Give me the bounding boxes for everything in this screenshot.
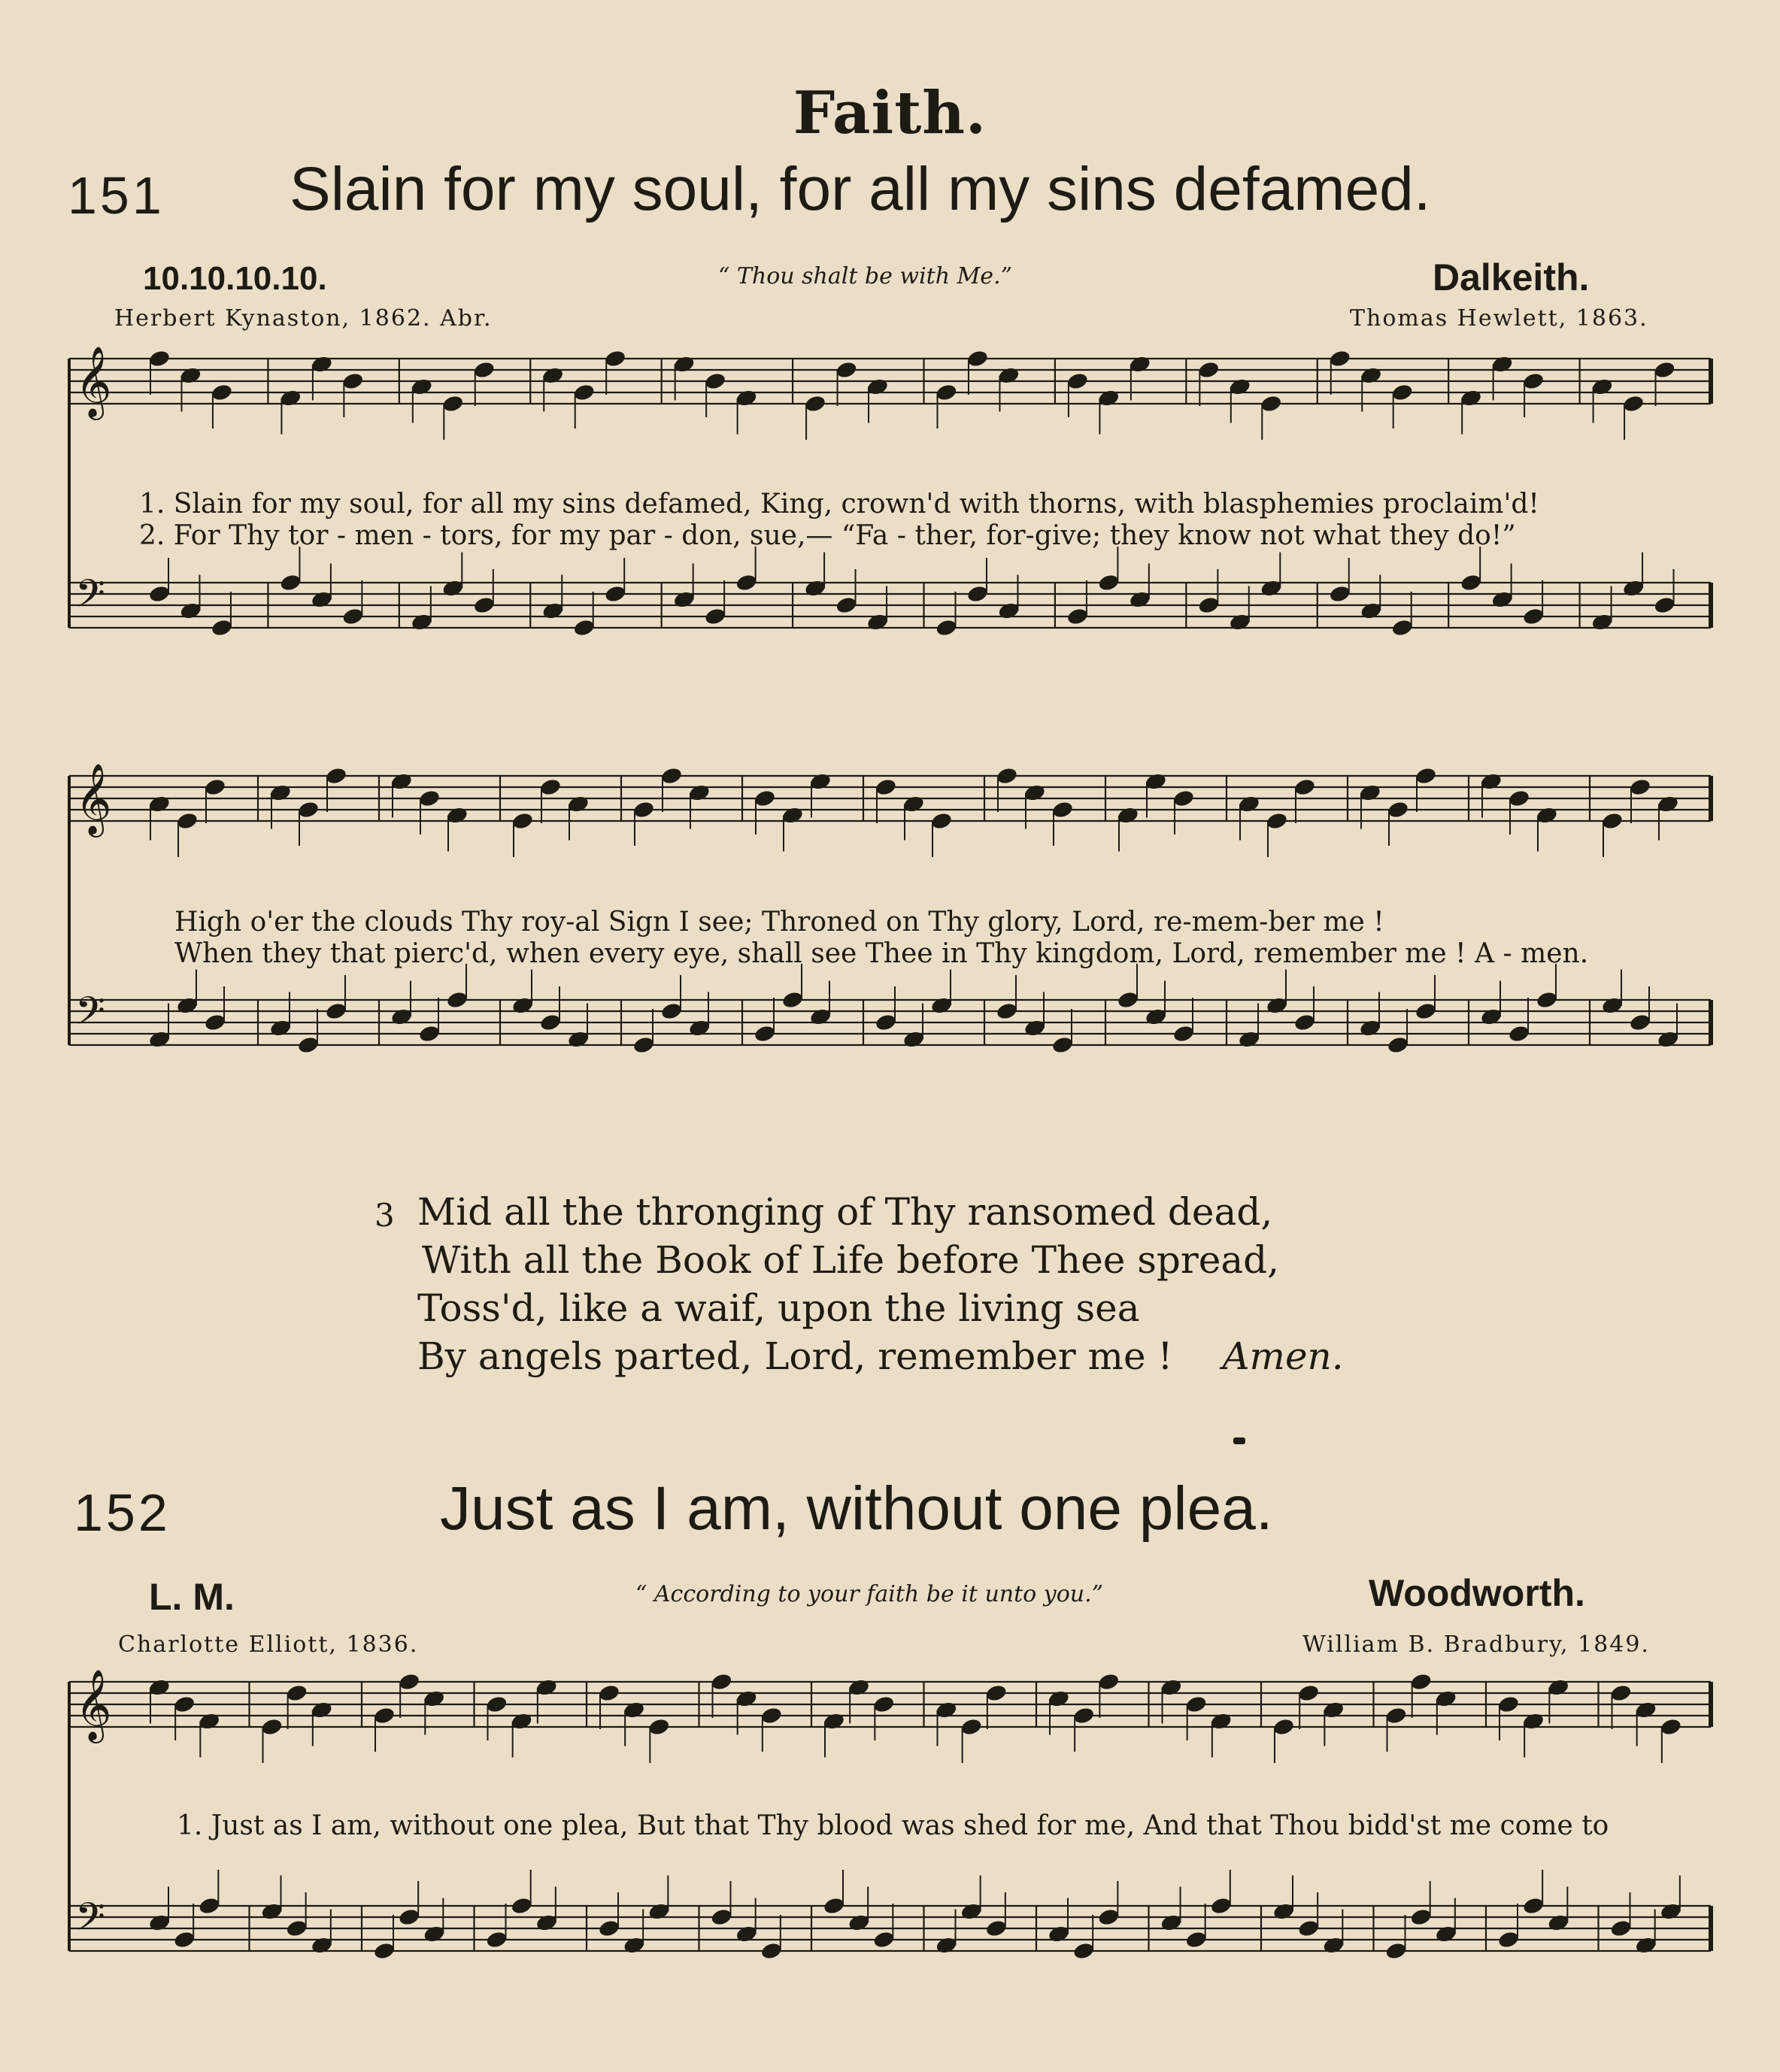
amen-text: Amen. <box>1222 1334 1344 1378</box>
notehead <box>735 573 758 592</box>
notehead <box>1293 777 1317 797</box>
notehead <box>872 1695 896 1714</box>
notehead <box>754 789 777 808</box>
treble-clef-icon: 𝄞 <box>75 1669 112 1740</box>
notehead <box>325 766 348 786</box>
notehead <box>418 1024 441 1044</box>
stanza-3-text <box>417 1188 1344 1380</box>
notehead <box>1508 789 1531 808</box>
notehead <box>1435 1689 1458 1709</box>
treble-clef-icon: 𝄞 <box>75 763 112 835</box>
notehead <box>198 1896 221 1916</box>
notehead <box>1653 360 1676 380</box>
notehead <box>541 601 565 621</box>
notehead <box>823 1712 846 1731</box>
notehead <box>485 1930 508 1949</box>
notehead <box>1160 1913 1183 1933</box>
notehead <box>1048 1925 1071 1944</box>
notehead <box>710 1672 733 1692</box>
notehead <box>835 595 858 615</box>
notehead <box>285 1919 308 1938</box>
notehead <box>148 795 171 814</box>
notehead <box>1238 1030 1261 1050</box>
notehead <box>1129 355 1152 374</box>
stanza-line: Toss'd, like a waif, upon the living sea <box>417 1286 1140 1330</box>
stanza-line-text: By angels parted, Lord, remember me ! <box>417 1334 1173 1378</box>
notehead <box>1601 996 1624 1016</box>
notehead <box>176 996 199 1016</box>
notehead <box>446 806 469 825</box>
notehead <box>1390 618 1414 638</box>
notehead <box>1359 1019 1382 1038</box>
notehead <box>996 1001 1019 1021</box>
notehead <box>1117 990 1140 1010</box>
notehead <box>297 1035 320 1055</box>
notehead <box>1293 1013 1317 1032</box>
treble-staff <box>69 346 1711 440</box>
bass-clef-icon: 𝄢 <box>75 1894 105 1949</box>
notehead <box>935 383 958 402</box>
notehead <box>1266 996 1289 1016</box>
notehead <box>804 579 827 598</box>
notehead <box>985 1683 1008 1703</box>
hymn-number: 151 <box>68 166 165 225</box>
bass-staff <box>69 547 1711 638</box>
notehead <box>269 783 293 803</box>
notehead <box>211 383 234 402</box>
notehead <box>510 1896 533 1916</box>
notehead <box>1490 355 1514 374</box>
notehead <box>1415 766 1438 786</box>
notehead <box>341 371 365 391</box>
meter-label: 10.10.10.10. <box>143 260 327 297</box>
meter-label: L. M. <box>149 1576 235 1618</box>
notehead <box>935 1936 958 1955</box>
section-title: Faith. <box>793 79 987 147</box>
author-credit: Charlotte Elliott, 1836. <box>118 1631 419 1658</box>
composer-credit: Thomas Hewlett, 1863. <box>1350 305 1648 332</box>
notehead <box>1260 579 1283 598</box>
treble-clef-icon: 𝄞 <box>75 346 112 417</box>
notehead <box>866 377 890 397</box>
notehead <box>1390 383 1414 402</box>
notehead <box>1547 1678 1570 1698</box>
notehead <box>179 366 202 386</box>
notehead <box>204 777 227 797</box>
notehead <box>1238 795 1261 814</box>
notehead <box>541 366 565 386</box>
notehead <box>1384 1941 1408 1961</box>
notehead <box>704 607 727 626</box>
stanza-line: With all the Book of Life before Thee spread, <box>422 1238 1280 1282</box>
notehead <box>1415 1001 1438 1021</box>
notehead <box>1072 1706 1096 1725</box>
notehead <box>511 811 535 831</box>
notehead <box>1210 1712 1233 1731</box>
notehead <box>1048 1689 1071 1709</box>
notehead <box>567 1030 590 1050</box>
notehead <box>572 383 596 402</box>
notehead <box>735 1689 758 1709</box>
notehead <box>373 1941 396 1961</box>
notehead <box>672 355 696 374</box>
notehead <box>341 607 365 626</box>
notehead <box>1097 1907 1120 1927</box>
notehead <box>632 800 656 819</box>
notehead <box>1384 1706 1408 1725</box>
notehead <box>311 1701 334 1720</box>
notehead <box>1328 349 1351 368</box>
notehead <box>539 777 563 797</box>
notehead <box>1297 1683 1321 1703</box>
notehead <box>485 1695 508 1714</box>
stanza-number: 3 <box>374 1197 395 1234</box>
notehead <box>623 1701 646 1720</box>
notehead <box>204 1013 227 1032</box>
notehead <box>710 1907 733 1927</box>
notehead <box>1508 1024 1531 1044</box>
notehead <box>1497 1930 1521 1949</box>
notehead <box>279 389 302 408</box>
scripture-motto: “ According to your faith be it unto you.” <box>635 1581 1103 1607</box>
notehead <box>1634 1701 1657 1720</box>
notehead <box>760 1706 784 1725</box>
notehead <box>704 371 727 391</box>
notehead <box>754 1024 777 1044</box>
notehead <box>1622 579 1645 598</box>
notehead <box>1622 394 1645 413</box>
notehead <box>311 590 334 610</box>
notehead <box>872 1930 896 1949</box>
notehead <box>1460 573 1483 592</box>
notehead <box>660 1001 684 1021</box>
tune-name: Dalkeith. <box>1433 256 1590 298</box>
notehead <box>1172 1024 1196 1044</box>
notehead <box>211 618 234 638</box>
scripture-motto: “ Thou shalt be with Me.” <box>718 263 1012 289</box>
notehead <box>173 1930 196 1949</box>
notehead <box>1129 590 1152 610</box>
notehead <box>1660 1902 1683 1922</box>
notehead <box>930 996 954 1016</box>
hymn-title: Just as I am, without one plea. <box>440 1474 1273 1543</box>
notehead <box>598 1919 621 1938</box>
notehead <box>1184 1695 1208 1714</box>
notehead <box>835 360 858 380</box>
printers-mark <box>1233 1437 1245 1444</box>
notehead <box>1266 811 1289 831</box>
notehead <box>1387 1035 1410 1055</box>
notehead <box>966 584 990 604</box>
notehead <box>176 811 199 831</box>
notehead <box>848 1913 871 1933</box>
notehead <box>735 1925 758 1944</box>
notehead <box>1490 590 1514 610</box>
notehead <box>535 1913 559 1933</box>
notehead <box>418 789 441 808</box>
notehead <box>1359 783 1382 803</box>
notehead <box>960 1717 983 1737</box>
notehead <box>598 1683 621 1703</box>
notehead <box>1197 360 1221 380</box>
notehead <box>604 584 627 604</box>
notehead <box>1522 1712 1545 1731</box>
notehead <box>1653 595 1676 615</box>
notehead <box>423 1689 446 1709</box>
notehead <box>1522 607 1545 626</box>
notehead <box>1066 371 1090 391</box>
notehead <box>269 1019 293 1038</box>
notehead <box>1409 1672 1433 1692</box>
notehead <box>260 1902 284 1922</box>
notehead <box>148 584 171 604</box>
notehead <box>1260 394 1283 413</box>
notehead <box>1460 389 1483 408</box>
bass-clef-icon: 𝄢 <box>75 988 105 1043</box>
notehead <box>1197 595 1221 615</box>
notehead <box>1145 772 1168 792</box>
notehead <box>1480 772 1503 792</box>
notehead <box>1097 389 1120 408</box>
notehead <box>148 1913 171 1933</box>
notehead <box>1023 1019 1047 1038</box>
notehead <box>1409 1907 1433 1927</box>
notehead <box>1072 1941 1096 1961</box>
notehead <box>930 811 954 831</box>
notehead <box>472 595 496 615</box>
notehead <box>441 394 465 413</box>
notehead <box>179 601 202 621</box>
notehead <box>688 783 711 803</box>
notehead <box>260 1717 284 1737</box>
notehead <box>1023 783 1047 803</box>
notehead <box>902 795 926 814</box>
notehead <box>866 613 890 632</box>
notehead <box>647 1717 671 1737</box>
notehead <box>1160 1678 1183 1698</box>
notehead <box>875 777 898 797</box>
notehead <box>1629 1013 1652 1032</box>
notehead <box>446 990 469 1010</box>
notehead <box>781 806 805 825</box>
notehead <box>1497 1695 1521 1714</box>
notehead <box>1590 613 1614 632</box>
notehead <box>966 349 990 368</box>
notehead <box>411 377 434 397</box>
notehead <box>1272 1902 1296 1922</box>
notehead <box>1601 811 1624 831</box>
author-credit: Herbert Kynaston, 1862. Abr. <box>114 305 493 332</box>
notehead <box>804 394 827 413</box>
notehead <box>1272 1717 1296 1737</box>
notehead <box>660 766 684 786</box>
notehead <box>311 355 334 374</box>
notehead <box>1435 1925 1458 1944</box>
notehead <box>148 349 171 368</box>
notehead <box>823 1896 846 1916</box>
lyrics-verse-1: High o'er the clouds Thy roy-al Sign I see; Throned on Thy glory, Lord, re-mem-ber me ! <box>174 907 1384 938</box>
notehead <box>1117 806 1140 825</box>
notehead <box>1547 1913 1570 1933</box>
notehead <box>1297 1919 1321 1938</box>
notehead <box>198 1712 221 1731</box>
notehead <box>572 618 596 638</box>
notehead <box>567 795 590 814</box>
notehead <box>902 1030 926 1050</box>
notehead <box>441 579 465 598</box>
notehead <box>373 1706 396 1725</box>
notehead <box>1229 377 1252 397</box>
notehead <box>390 1007 414 1027</box>
notehead <box>1609 1683 1633 1703</box>
notehead <box>935 618 958 638</box>
notehead <box>1328 584 1351 604</box>
notehead <box>1536 990 1559 1010</box>
stanza-line: Mid all the thronging of Thy ransomed dead, <box>417 1190 1273 1234</box>
notehead <box>539 1013 563 1032</box>
notehead <box>398 1907 421 1927</box>
notehead <box>809 772 832 792</box>
hymn-title: Slain for my soul, for all my sins defamed. <box>290 155 1431 223</box>
bass-staff <box>69 964 1711 1055</box>
notehead <box>996 766 1019 786</box>
notehead <box>760 1941 784 1961</box>
notehead <box>1210 1896 1233 1916</box>
treble-staff <box>69 763 1711 857</box>
notehead <box>848 1678 871 1698</box>
lyrics-verse-2: When they that pierc'd, when every eye, shall see Thee in Thy kingdom, Lord, remember me ! A - men. <box>174 938 1589 969</box>
notehead <box>781 990 805 1010</box>
notehead <box>1657 1030 1680 1050</box>
notehead <box>985 1919 1008 1938</box>
notehead <box>173 1695 196 1714</box>
notehead <box>325 1001 348 1021</box>
notehead <box>809 1007 832 1027</box>
notehead <box>875 1013 898 1032</box>
notehead <box>1172 789 1196 808</box>
bass-staff <box>69 1870 1711 1961</box>
treble-staff <box>69 1669 1711 1763</box>
notehead <box>1609 1919 1633 1938</box>
notehead <box>1097 573 1120 592</box>
notehead <box>1660 1717 1683 1737</box>
bass-clef-icon: 𝄢 <box>75 571 105 626</box>
notehead <box>1066 607 1090 626</box>
notehead <box>510 1712 533 1731</box>
notehead <box>1657 795 1680 814</box>
notehead <box>1522 1896 1545 1916</box>
notehead <box>1536 806 1559 825</box>
notehead <box>604 349 627 368</box>
notehead <box>1184 1930 1208 1949</box>
notehead <box>1097 1672 1120 1692</box>
notehead <box>297 800 320 819</box>
notehead <box>1590 377 1614 397</box>
notehead <box>1145 1007 1168 1027</box>
notehead <box>623 1936 646 1955</box>
notehead <box>647 1902 671 1922</box>
notehead <box>148 1030 171 1050</box>
notehead <box>735 389 758 408</box>
notehead <box>390 772 414 792</box>
notehead <box>960 1902 983 1922</box>
notehead <box>285 1683 308 1703</box>
notehead <box>1322 1936 1345 1955</box>
notehead <box>511 996 535 1016</box>
notehead <box>997 601 1020 621</box>
notehead <box>935 1701 958 1720</box>
notehead <box>148 1678 171 1698</box>
notehead <box>535 1678 559 1698</box>
notehead <box>688 1019 711 1038</box>
notehead <box>279 573 302 592</box>
notehead <box>398 1672 421 1692</box>
hymn-number: 152 <box>74 1483 171 1542</box>
notehead <box>1051 800 1075 819</box>
notehead <box>1480 1007 1503 1027</box>
lyrics-verse-1: 1. Slain for my soul, for all my sins defamed, King, crown'd with thorns, with blasphemies proclaim'd! <box>139 489 1539 520</box>
notehead <box>1229 613 1252 632</box>
notehead <box>997 366 1020 386</box>
notehead <box>672 590 696 610</box>
notehead <box>1051 1035 1075 1055</box>
composer-credit: William B. Bradbury, 1849. <box>1302 1631 1650 1658</box>
stanza-line <box>417 1332 1344 1380</box>
notehead <box>472 360 496 380</box>
notehead <box>423 1925 446 1944</box>
notehead <box>1387 800 1410 819</box>
notehead <box>1360 366 1383 386</box>
notehead <box>411 613 434 632</box>
notehead <box>1322 1701 1345 1720</box>
notehead <box>1634 1936 1657 1955</box>
notehead <box>311 1936 334 1955</box>
notehead <box>1522 371 1545 391</box>
lyrics-verse-2: 2. For Thy tor - men - tors, for my par - don, sue,— “Fa - ther, for-give; they know not what they do!” <box>139 520 1516 551</box>
lyrics-verse-1: 1. Just as I am, without one plea, But that Thy blood was shed for me, And that Thou bidd'st me come to <box>177 1810 1609 1841</box>
tune-name: Woodworth. <box>1369 1572 1585 1614</box>
notehead <box>1360 601 1383 621</box>
notehead <box>632 1035 656 1055</box>
notehead <box>1629 777 1652 797</box>
